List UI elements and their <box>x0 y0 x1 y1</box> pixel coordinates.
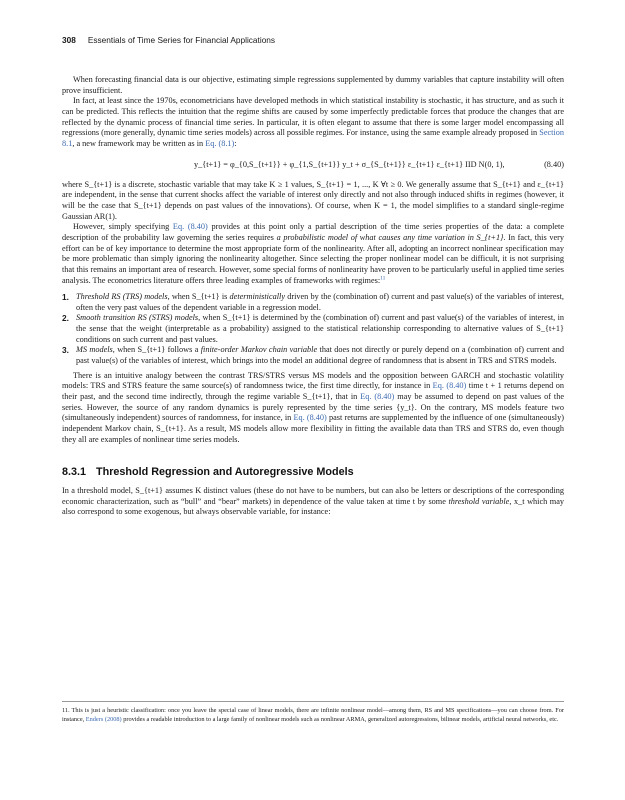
list-item-number: 1. <box>62 292 69 303</box>
paragraph-5-text-c: may be assumed to depend on past values of the series. However, the source of any random dynamics is purely represented by the time series {y_t}. On the contrary, MS models feature two (simultaneously independent) sources of randomness, for instance, in <box>62 392 564 423</box>
paragraph-4-text-a: However, simply specifying <box>73 222 173 232</box>
list-item <box>62 345 564 366</box>
paragraph-2 <box>62 96 564 149</box>
paragraph-2-text-c: : <box>234 138 237 148</box>
eq-8-40-link[interactable]: Eq. (8.40) <box>360 392 395 402</box>
list-item-text-b: driven by the (combination of) current and past value(s) of the variables of interest, often the very past values of the dependent variable in a regression model. <box>76 292 564 312</box>
list-item-title: Threshold RS (TRS) models <box>76 292 168 302</box>
regime-model-list <box>62 292 564 367</box>
paragraph-2-text-a: In fact, at least since the 1970s, econometricians have developed methods in which statistical instability is stochastic, it has structure, and as such it can be predicted. This reflects the intuition that the regime shifts are caused by some imperfectly predictable forces that produce the changes that are reflected by the dynamic process of financial time series. In particular, it is often elegant to assume that there is some larger model encompassing all regressions (more generally, dynamic time series models) across all possible regimes. For instance, using the same example already proposed in <box>62 96 564 138</box>
paragraph-4-text-c: . In fact, this very effort can be of key importance to determine the most appropriate form of the nonlinearity. After all, adopting an incorrect nonlinear specification may be more problematic than simply ignoring the nonlinearity altogether. Since selecting the proper nonlinear model can be difficult, it is not surprising that this remains an important area of research. However, some special forms of nonlinearity have proven to be particularly useful in applied time series analysis. The econometrics literature offers three leading examples of frameworks with regimes: <box>62 232 564 285</box>
paragraph-4 <box>62 222 564 286</box>
equation-8-40 <box>62 155 564 175</box>
enders-2008-link[interactable]: Enders (2008) <box>85 716 122 724</box>
paragraph-5-text-b: time t + 1 returns depend on their past, and the second time indirectly, through the regime variable S_{t+1}, that in <box>62 381 564 402</box>
list-item-emphasis: deterministically <box>229 292 285 302</box>
section-title: Threshold Regression and Autoregressive Models <box>96 466 354 479</box>
list-item-title: MS models <box>76 345 113 355</box>
paragraph-6 <box>62 486 564 518</box>
paragraph-5 <box>62 371 564 446</box>
eq-8-40-link[interactable]: Eq. (8.40) <box>293 413 327 423</box>
main-text <box>62 75 564 518</box>
equation-number: (8.40) <box>544 159 564 169</box>
eq-8-40-link[interactable]: Eq. (8.40) <box>172 222 208 232</box>
list-item-emphasis: finite-order Markov chain variable <box>200 345 318 355</box>
footnote-divider <box>62 701 564 702</box>
section-heading <box>62 467 564 478</box>
paragraph-2-text-b: , a new framework may be written as in <box>72 138 206 148</box>
eq-8-40-link[interactable]: Eq. (8.40) <box>432 381 467 391</box>
eq-8-1-link[interactable]: Eq. (8.1) <box>205 138 235 148</box>
paragraph-4-emphasis: a probabilistic model of what causes any time variation in S_{t+1} <box>276 232 504 242</box>
paragraph-6-text-a: In a threshold model, S_{t+1} assumes K distinct values (these do not have to be numbers, but can also be letters or descriptions of the corresponding economic characterization, such as “bull” and “bear” markets) in dependence of the value taken at time t by some <box>62 486 564 506</box>
book-title: Essentials of Time Series for Financial Applications <box>87 35 276 45</box>
footnote-11 <box>62 706 564 725</box>
footnote-marker-11[interactable]: 11 <box>380 274 386 281</box>
paragraph-5-text-a: There is an intuitive analogy between the contrast TRS/STRS versus MS models and the opposition between GARCH and stochastic volatility models: TRS and STRS feature the same source(s) of randomness twice, the first time directly, for instance in <box>62 370 564 391</box>
list-item <box>62 313 564 345</box>
paragraph-5-text-d: past returns are supplemented by the influence of one (simultaneously) independent Markov chain, S_{t+1}. As a result, MS models allow more flexibility in fitting the available data than TRS and STRS do, even though they all are examples of nonlinear time series models. <box>62 413 564 444</box>
footnote-text-b: provides a readable introduction to a large family of nonlinear models such as nonlinear ARMA, generalized autoregressions, bilinear models, artificial neural networks, etc. <box>121 716 559 724</box>
running-head <box>62 35 563 45</box>
paragraph-4-text-b: provides at this point only a partial description of the time series properties of the data: a complete description of the probability law governing the series requires <box>62 222 564 242</box>
page-number: 308 <box>62 35 76 45</box>
footnote-text-a: 11. This is just a heuristic classification: once you leave the special case of linear models, there are infinite nonlinear model—among them, RS and MS specifications—you can choose from. For instance, <box>62 707 564 724</box>
list-item-number: 3. <box>62 345 69 356</box>
list-item-title: Smooth transition RS (STRS) models <box>76 313 199 323</box>
paragraph-6-emphasis: threshold variable <box>448 496 510 506</box>
section-8-1-link[interactable]: Section 8.1 <box>62 128 564 148</box>
list-item <box>62 292 564 313</box>
list-item-text-a: , when S_{t+1} is <box>167 292 230 302</box>
paragraph-3: where S_{t+1} is a discrete, stochastic variable that may take K ≥ 1 values, S_{t+1} = 1, ..., K ∀t ≥ 0. We generally assume that S_{t+1} and ε_{t+1} are independent, in the sense that current shocks affect the variable of interest only directly and not also through induced shifts in regimes (however, it will be the case that S_{t+1} depends on past values of the innovations). Of course, when K = 1, the model simplifies to a standard single-regime Gaussian AR(1). <box>62 179 564 221</box>
equation-body: y_{t+1} = φ_{0,S_{t+1}} + φ_{1,S_{t+1}} y_t + σ_{S_{t+1}} ε_{t+1} ε_{t+1} IID N(0, 1), <box>194 159 505 169</box>
section-number: 8.3.1 <box>62 466 87 479</box>
list-item-number: 2. <box>62 313 69 324</box>
list-item-text-a: , when S_{t+1} is determined by the (combination of) current and past value(s) of the variables of interest, in the sense that the weight (interpretable as a probability) assigned to the statistical relationship corresponding to alternative values of S_{t+1} conditions on such current and past values. <box>76 313 564 344</box>
list-item-text-b: that does not directly or purely depend on a (combination of) current and past value(s) of the variables of interest, which brings into the model an additional degree of randomness that is absent in TRS and STRS models. <box>76 345 564 366</box>
paragraph-6-text-b: , x_t which may also correspond to some exogenous, but always observable variable, for instance: <box>62 496 564 517</box>
paragraph-1: When forecasting financial data is our objective, estimating simple regressions supplemented by dummy variables that capture instability will often prove insufficient. <box>62 75 564 95</box>
list-item-text-a: , when S_{t+1} follows a <box>112 345 201 355</box>
